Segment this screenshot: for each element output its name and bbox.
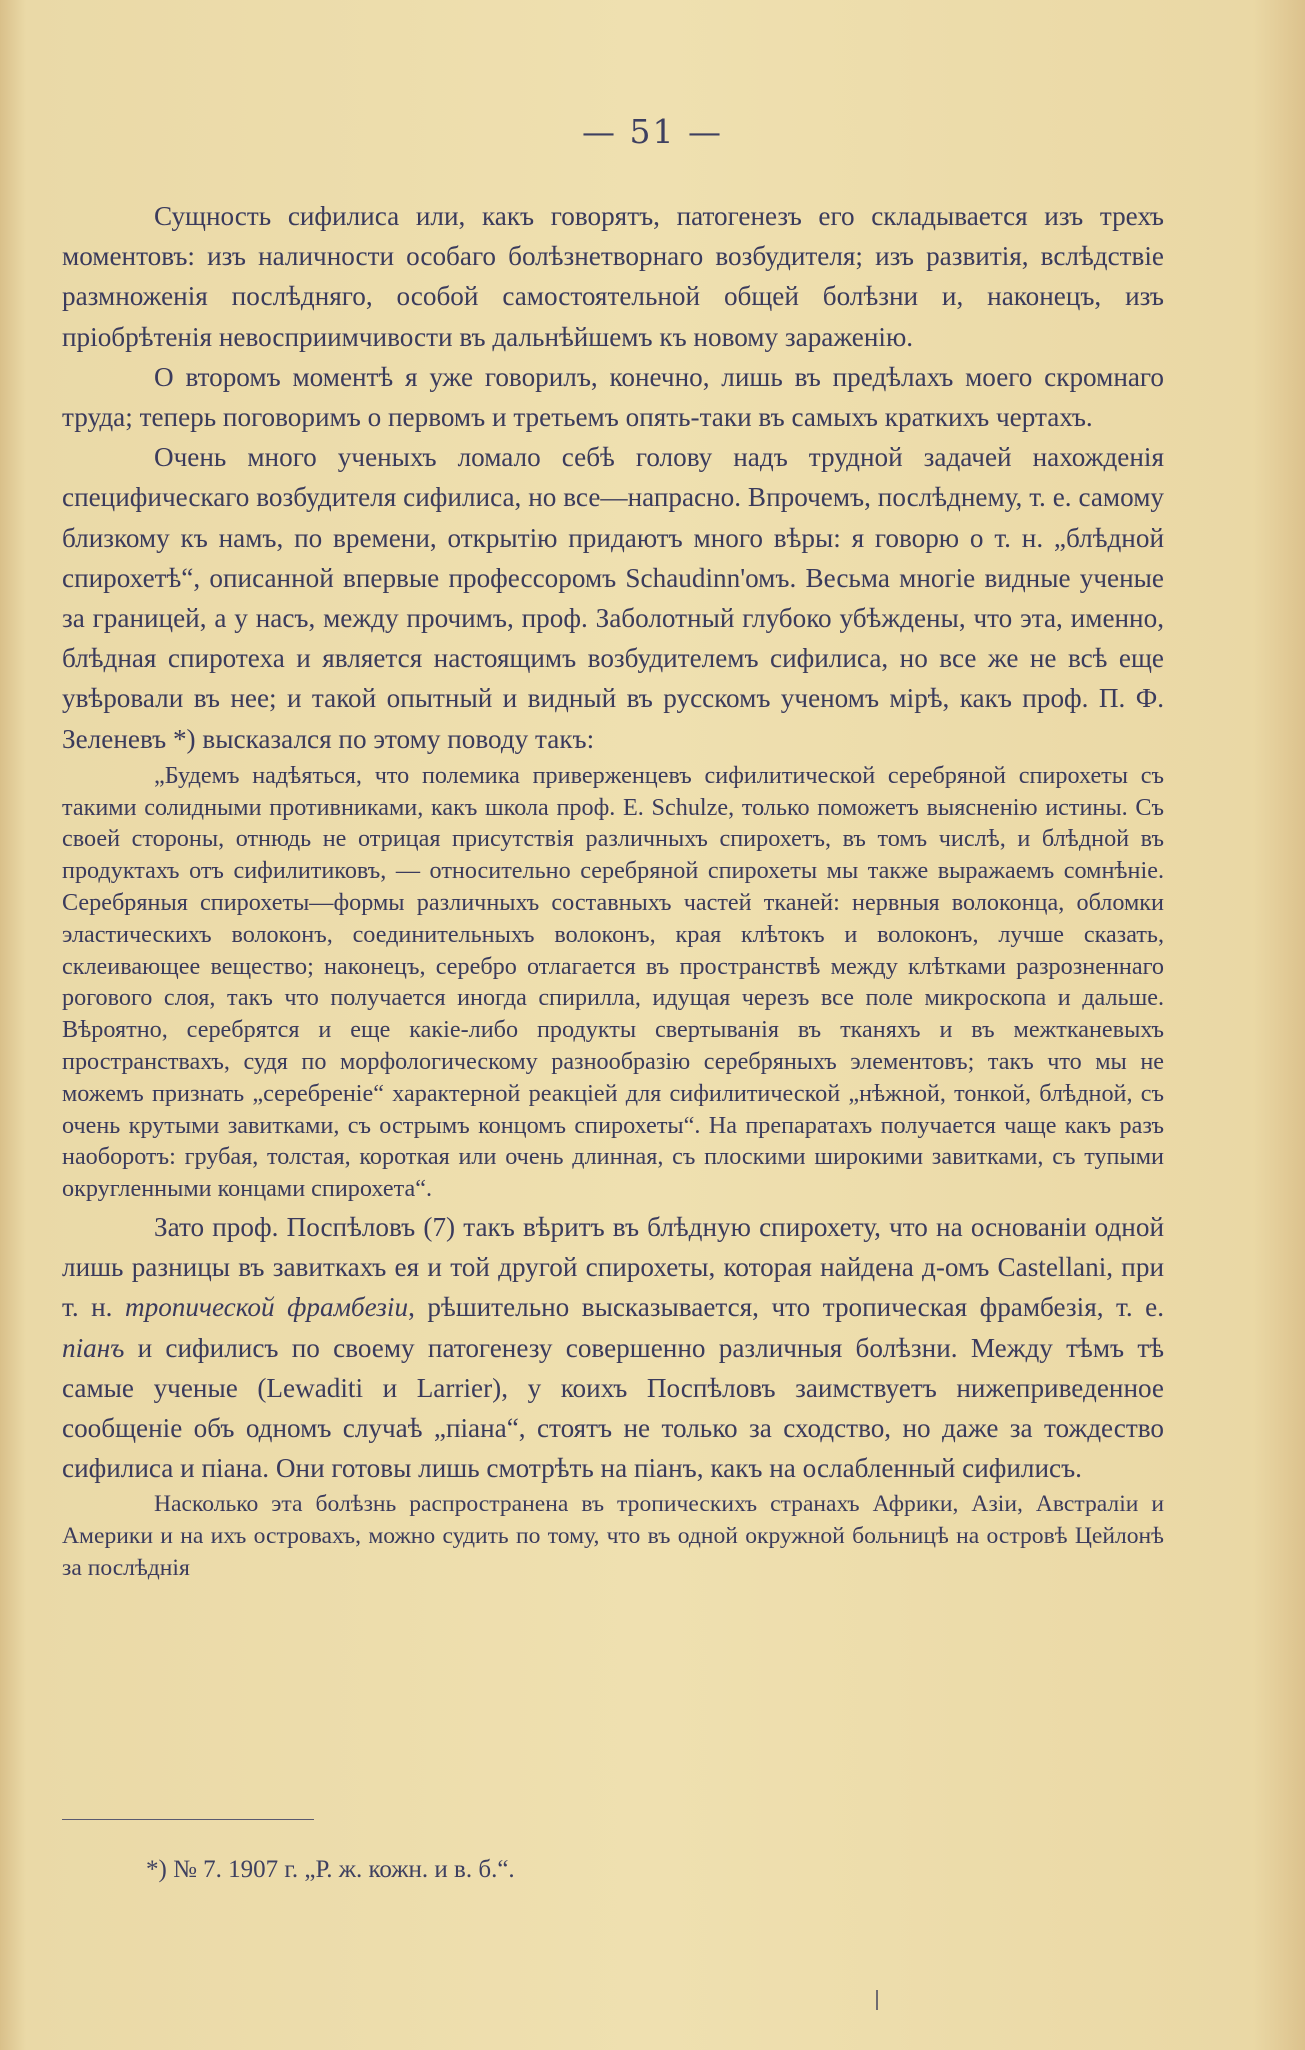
footnote: *) № 7. 1907 г. „Р. ж. кожн. и в. б.“. xyxy=(146,1856,515,1883)
italic-term-pian: піанъ xyxy=(62,1332,125,1363)
paragraph-4-start: Зато проф. Поспѣловъ (7) такъ вѣритъ въ блѣдную спирохету, что на основаніи одной лишь разницы въ завиткахъ ея и той другой спирохеты, которая найдена д-омъ Castellani, при т. н. xyxy=(62,1212,1164,1323)
body-text xyxy=(62,196,1164,1584)
paragraph-1: Сущность сифилиса или, какъ говорятъ, патогенезъ его складывается изъ трехъ моментовъ: изъ наличности особаго болѣзнетворнаго возбудителя; изъ развитія, вслѣдствіе размноженія послѣдняго, особой самостоятельной общей болѣзни и, наконецъ, изъ пріобрѣтенія невосприимчивости въ дальнѣйшемъ къ новому зараженію. xyxy=(62,201,1164,352)
paragraph-4 xyxy=(62,1207,1164,1488)
paragraph-3: Очень много ученыхъ ломало себѣ голову надъ трудной задачей нахожденія специфическаго возбудителя сифилиса, но все—напрасно. Впрочемъ, послѣднему, т. е. самому близкому къ намъ, по времени, открытію придаютъ много вѣры: я говорю о т. н. „блѣдной спирохетѣ“, описанной впервые профессоромъ Schaudinn'омъ. Весьма многіе видные ученые за границей, а у насъ, между прочимъ, проф. Заболотный глубоко убѣждены, что эта, именно, блѣдная спиротеха и является настоящимъ возбудителемъ сифилиса, но все же не всѣ еще увѣровали въ нее; и такой опытный и видный въ русскомъ ученомъ мірѣ, какъ проф. П. Ф. Зеленевъ *) высказался по этому поводу такъ: xyxy=(62,442,1164,754)
italic-term-tropical-frambesia: тропической фрамбезіи xyxy=(124,1292,409,1323)
page-number: — 51 — xyxy=(582,112,723,151)
paragraph-5: Насколько эта болѣзнь распространена въ тропическихъ странахъ Африки, Азіи, Австраліи и Америки и на ихъ островахъ, можно судить по тому, что въ одной окружной больницѣ на островѣ Цейлонѣ за послѣднія xyxy=(62,1491,1164,1582)
paragraph-2: О второмъ моментѣ я уже говорилъ, конечно, лишь въ предѣлахъ моего скромнаго труда; теперь поговоримъ о первомъ и третьемъ опять-таки въ самыхъ краткихъ чертахъ. xyxy=(62,361,1164,433)
paragraph-4-middle: , рѣшительно высказывается, что тропическая фрамбезія, т. е. xyxy=(408,1292,1164,1323)
footnote-divider xyxy=(62,1819,314,1820)
paragraph-4-end: и сифилисъ по своему патогенезу совершенно различныя болѣзни. Между тѣмъ тѣ самые ученые (Lewaditi и Larrier), у коихъ Поспѣловъ заимствуетъ нижеприведенное сообщеніе объ одномъ случаѣ „піана“, стоятъ не только за сходство, но даже за тождество сифилиса и піана. Они готовы лишь смотрѣть на піанъ, какъ на ослабленный сифилисъ. xyxy=(62,1332,1164,1484)
print-mark xyxy=(876,1990,878,2010)
quotation-block: „Будемъ надѣяться, что полемика приверженцевъ сифилитической серебряной спирохеты съ такими солидными противниками, какъ школа проф. Е. Schulze, только поможетъ выясненію истины. Съ своей стороны, отнюдь не отрицая присутствія различныхъ спирохетъ, въ томъ числѣ, и блѣдной въ продуктахъ отъ сифилитиковъ, — относительно серебряной спирохеты мы также выражаемъ сомнѣніе. Серебряныя спирохеты—формы различныхъ составныхъ частей тканей: нервныя волоконца, обломки эластическихъ волоконъ, соединительныхъ волоконъ, края клѣтокъ и волоконъ, лучше сказать, склеивающее вещество; наконецъ, серебро отлагается въ пространствѣ между клѣтками разрозненнаго рогового слоя, такъ что получается иногда спирилла, идущая черезъ все поле микроскопа и дальше. Вѣроятно, серебрятся и еще какіе-либо продукты свертыванія въ тканяхъ и въ межтканевыхъ пространствахъ, судя по морфологическому разнообразію серебряныхъ элементовъ; такъ что мы не можемъ признать „серебреніе“ характерной реакціей для сифилитической „нѣжной, тонкой, блѣдной, съ очень крутыми завитками, съ острымъ концомъ спирохеты“. На препаратахъ получается чаще какъ разъ наоборотъ: грубая, толстая, короткая или очень длинная, съ плоскими широкими завитками, съ тупыми округленными концами спирохета“. xyxy=(62,761,1164,1203)
